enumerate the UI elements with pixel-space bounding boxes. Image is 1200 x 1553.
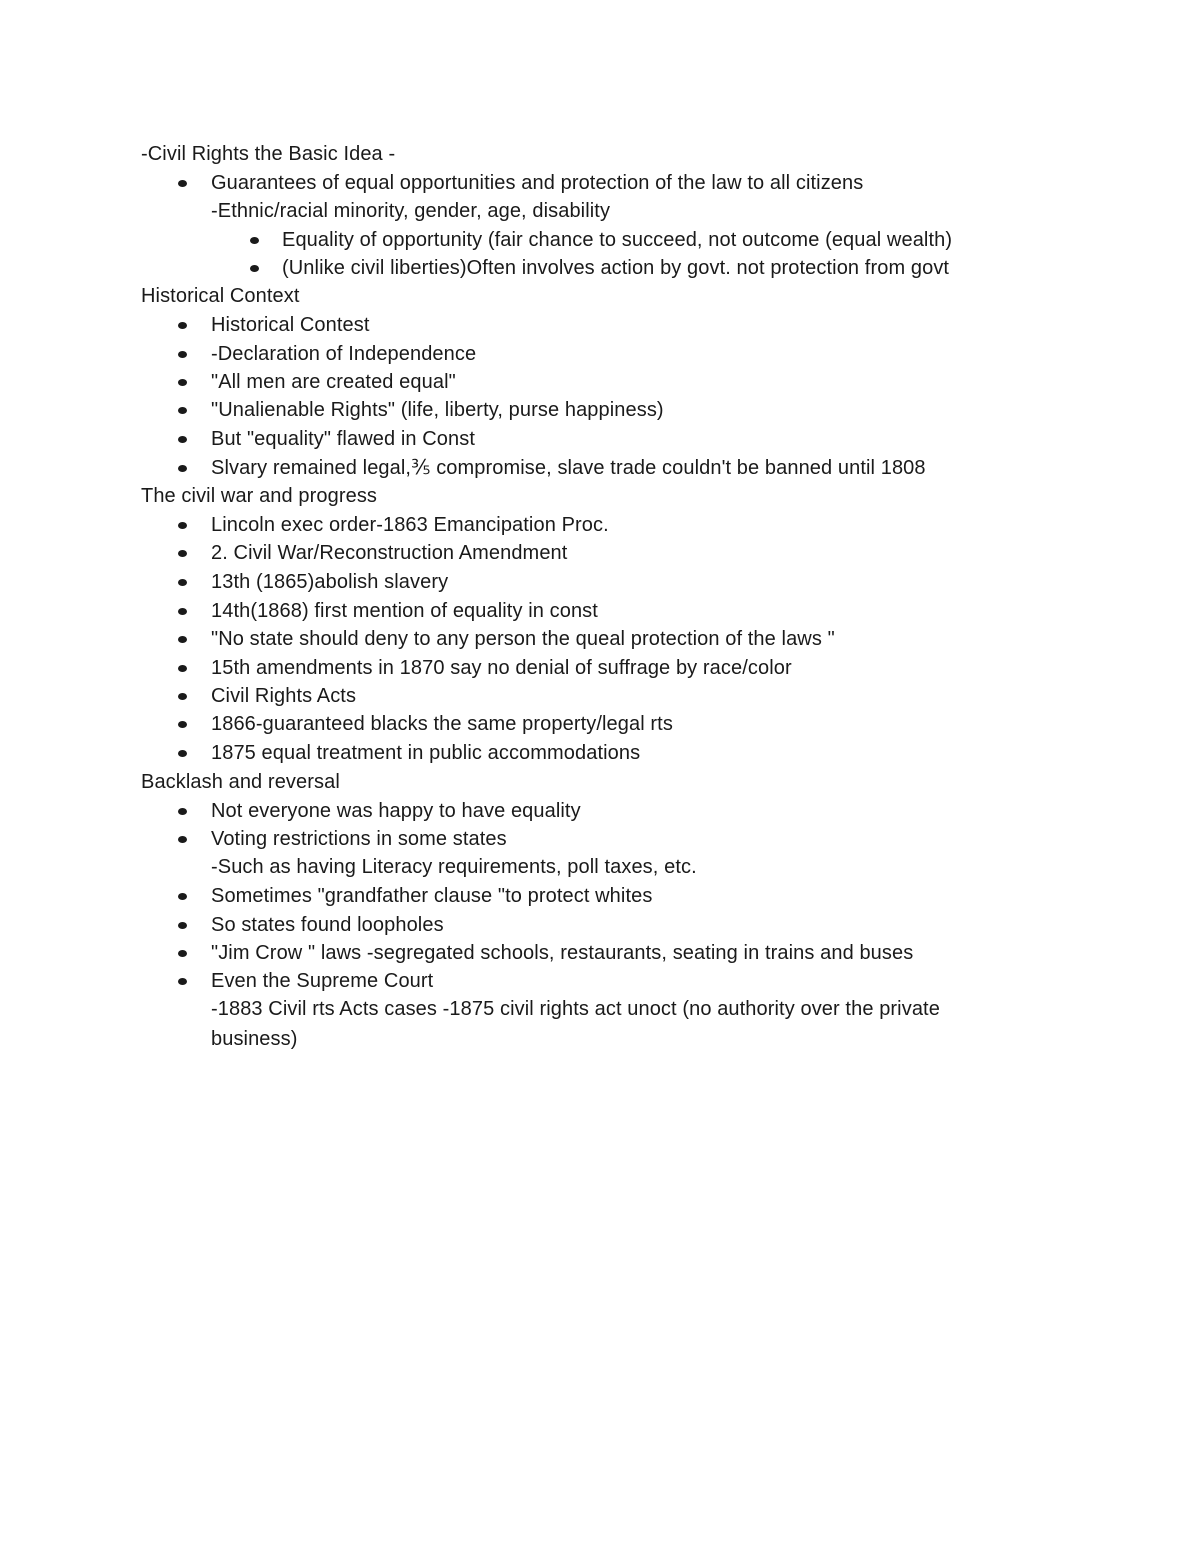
list-item-note: -1883 Civil rts Acts cases -1875 civil rights act unoct (no authority over the private [211, 998, 940, 1020]
bullet-icon [178, 978, 187, 985]
bullet-icon [178, 665, 187, 672]
list-item: "No state should deny to any person the queal protection of the laws " [211, 628, 835, 650]
section-heading: Historical Context [141, 285, 300, 307]
bullet-icon [178, 950, 187, 957]
list-item: Even the Supreme Court [211, 970, 434, 992]
section-heading: Backlash and reversal [141, 771, 340, 793]
list-item-note: -Ethnic/racial minority, gender, age, disability [211, 200, 611, 222]
list-item: Sometimes "grandfather clause "to protect whites [211, 885, 653, 907]
bullet-icon [178, 608, 187, 615]
bullet-icon [178, 465, 187, 472]
list-item: Not everyone was happy to have equality [211, 800, 581, 822]
bullet-icon [178, 351, 187, 358]
list-item: "Jim Crow " laws -segregated schools, restaurants, seating in trains and buses [211, 942, 914, 964]
bullet-icon [250, 265, 259, 272]
bullet-icon [178, 407, 187, 414]
bullet-icon [250, 237, 259, 244]
section-heading: -Civil Rights the Basic Idea - [141, 143, 396, 165]
bullet-icon [178, 322, 187, 329]
list-item: Equality of opportunity (fair chance to succeed, not outcome (equal wealth) [282, 229, 953, 251]
bullet-icon [178, 636, 187, 643]
list-item: 15th amendments in 1870 say no denial of suffrage by race/color [211, 657, 792, 679]
bullet-icon [178, 379, 187, 386]
bullet-icon [178, 808, 187, 815]
list-item: Slvary remained legal,⅗ compromise, slave trade couldn't be banned until 1808 [211, 457, 926, 479]
bullet-icon [178, 836, 187, 843]
list-item-note: business) [211, 1028, 298, 1050]
list-item: "Unalienable Rights" (life, liberty, purse happiness) [211, 399, 664, 421]
bullet-icon [178, 922, 187, 929]
list-item: 1875 equal treatment in public accommodations [211, 742, 641, 764]
list-item: So states found loopholes [211, 914, 444, 936]
bullet-icon [178, 693, 187, 700]
list-item: 2. Civil War/Reconstruction Amendment [211, 542, 568, 564]
list-item: Guarantees of equal opportunities and protection of the law to all citizens [211, 172, 864, 194]
list-item: 13th (1865)abolish slavery [211, 571, 449, 593]
list-item: Voting restrictions in some states [211, 828, 507, 850]
list-item: But "equality" flawed in Const [211, 428, 476, 450]
list-item: "All men are created equal" [211, 371, 456, 393]
bullet-icon [178, 579, 187, 586]
list-item: 14th(1868) first mention of equality in const [211, 600, 598, 622]
list-item: Civil Rights Acts [211, 685, 357, 707]
list-item: Lincoln exec order-1863 Emancipation Proc. [211, 514, 609, 536]
list-item: 1866-guaranteed blacks the same property/legal rts [211, 713, 673, 735]
bullet-icon [178, 436, 187, 443]
list-item: (Unlike civil liberties)Often involves action by govt. not protection from govt [282, 257, 950, 279]
list-item: Historical Contest [211, 314, 370, 336]
bullet-icon [178, 522, 187, 529]
section-heading: The civil war and progress [141, 485, 378, 507]
bullet-icon [178, 550, 187, 557]
list-item: -Declaration of Independence [211, 343, 477, 365]
list-item-note: -Such as having Literacy requirements, poll taxes, etc. [211, 856, 697, 878]
bullet-icon [178, 721, 187, 728]
bullet-icon [178, 750, 187, 757]
bullet-icon [178, 180, 187, 187]
bullet-icon [178, 893, 187, 900]
